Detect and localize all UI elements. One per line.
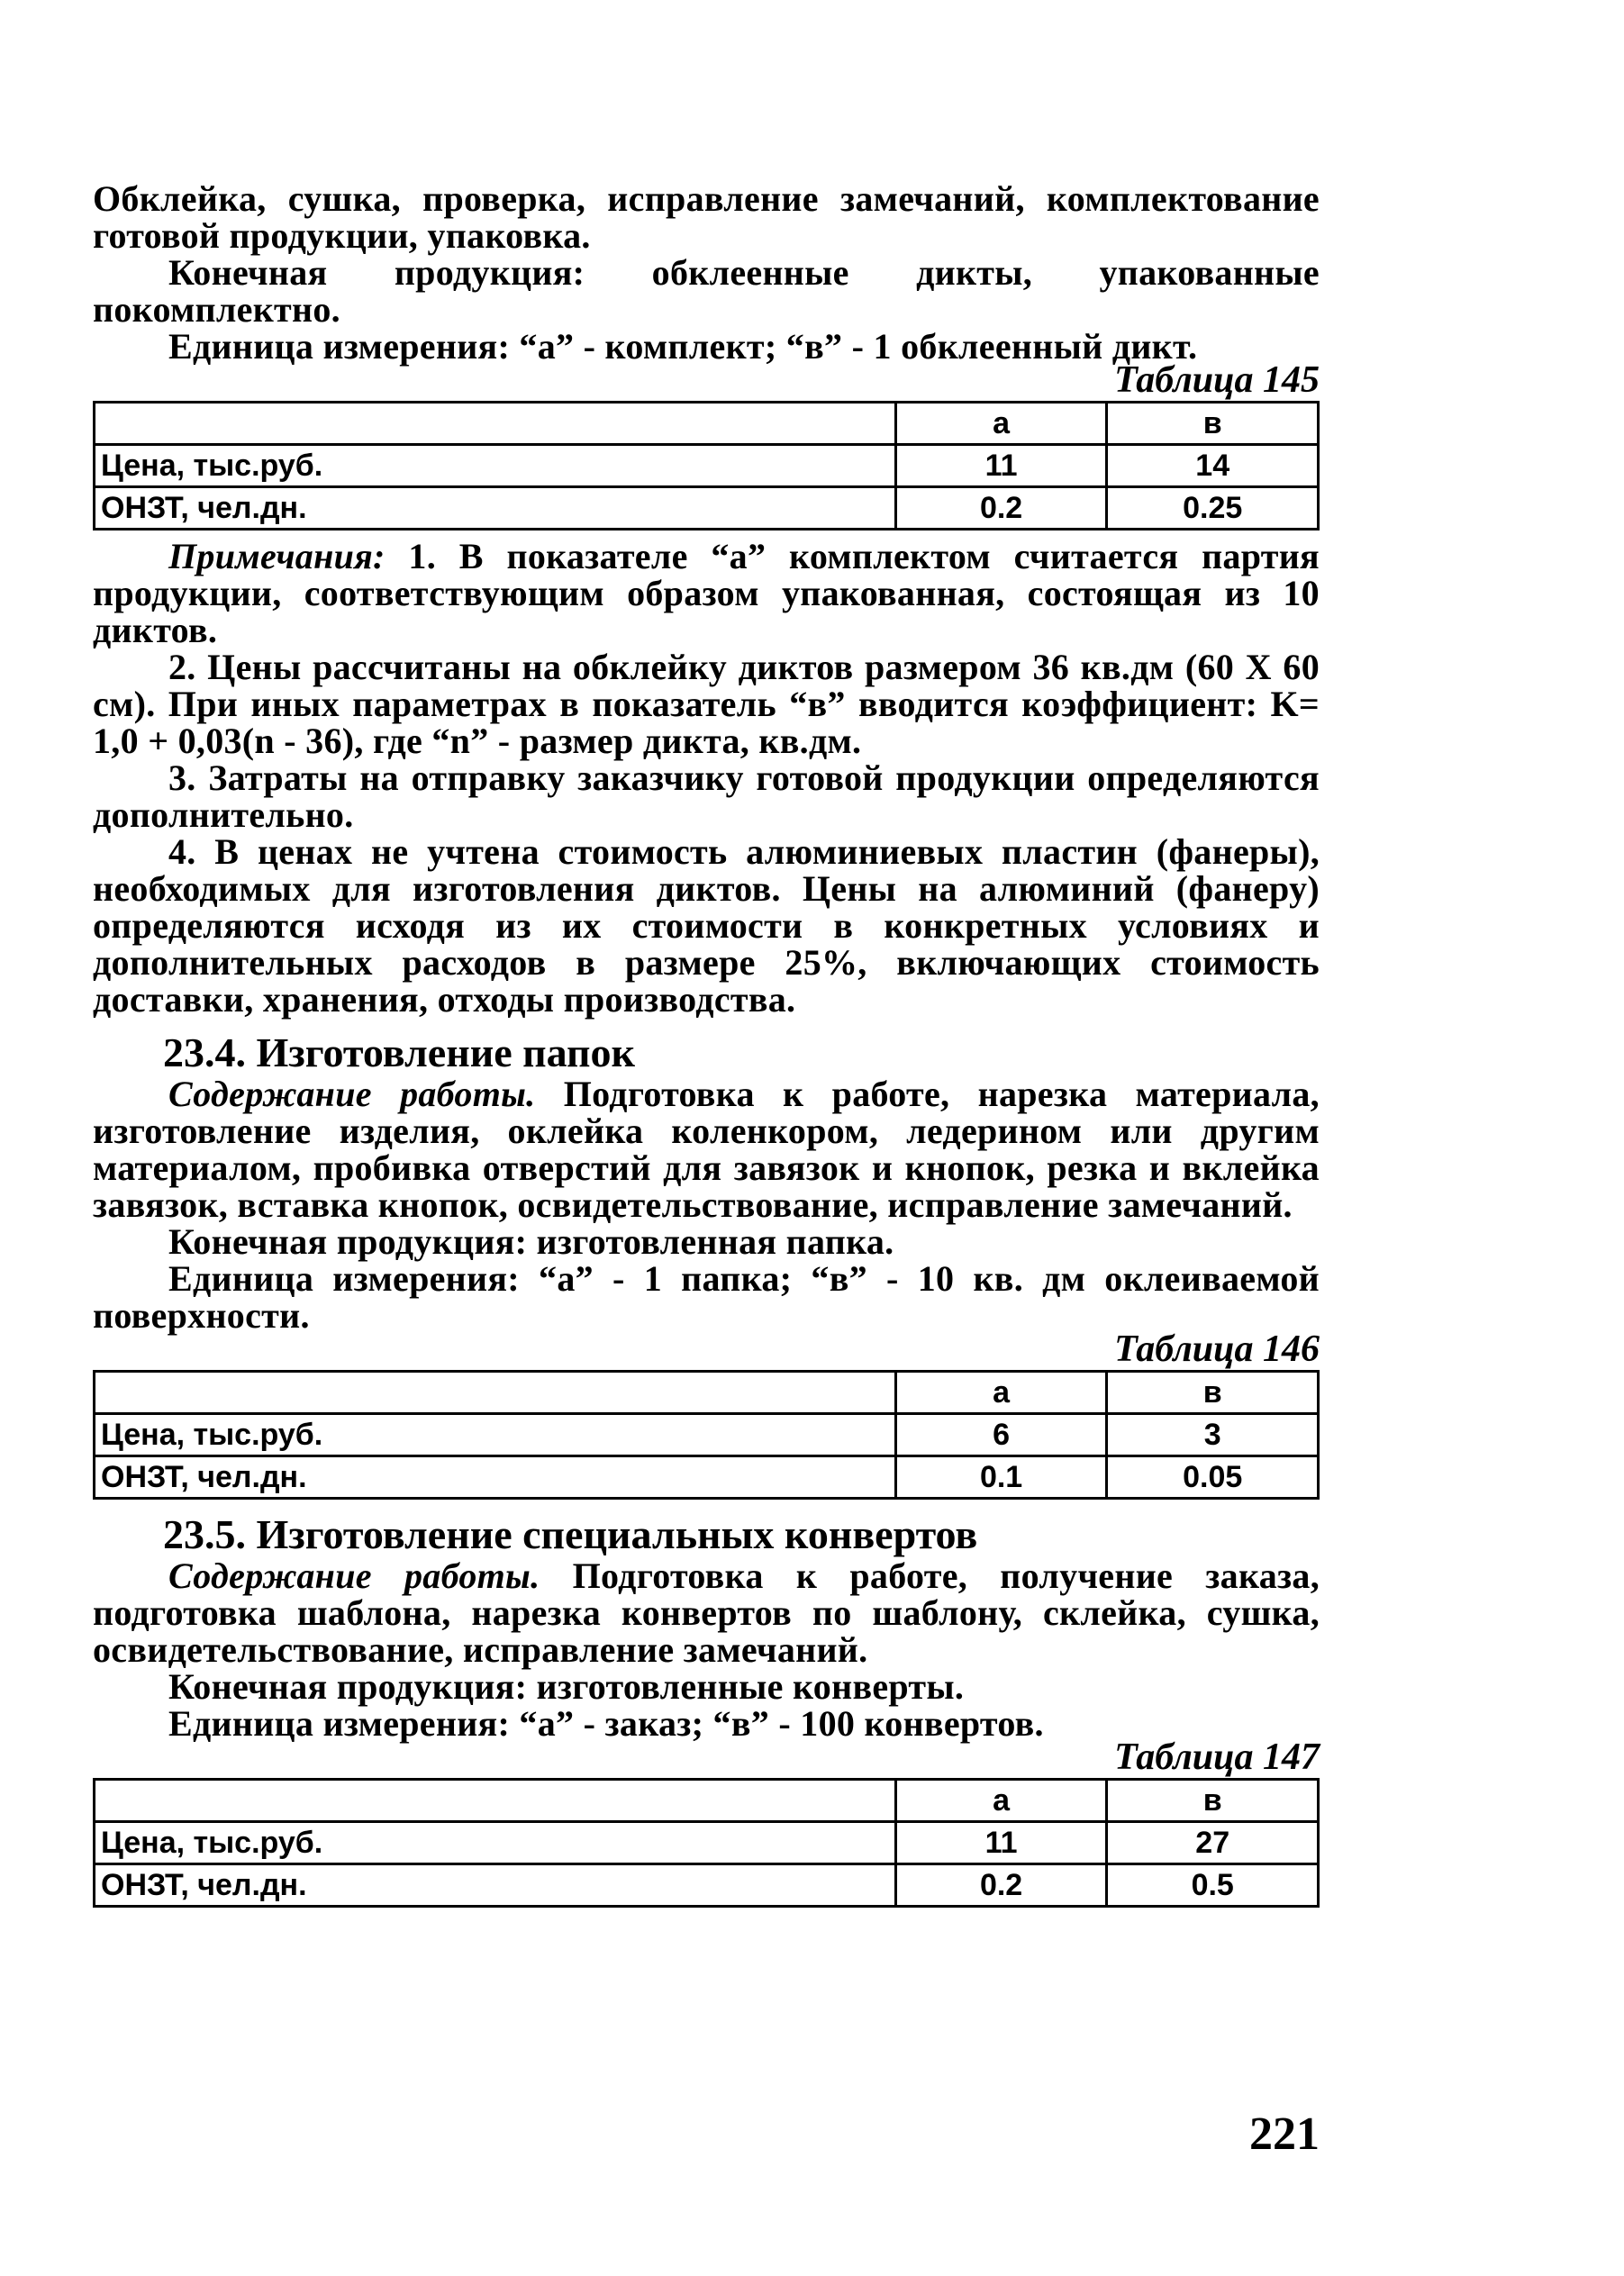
- table-header-row: [95, 1780, 1319, 1822]
- cell-b: 0.5: [1107, 1864, 1319, 1907]
- table-147: [93, 1778, 1320, 1908]
- cell-a: 0.2: [895, 1864, 1107, 1907]
- table-row: [95, 1864, 1319, 1907]
- header-cell-empty: [95, 1780, 896, 1822]
- row-label: Цена, тыс.руб.: [95, 1414, 896, 1456]
- document-page: [93, 180, 1320, 1915]
- table-146-caption: Таблица 146: [1114, 1328, 1320, 1370]
- row-label: ОНЗТ, чел.дн.: [95, 487, 896, 530]
- table-147-caption: Таблица 147: [1114, 1736, 1320, 1778]
- cell-b: 27: [1107, 1822, 1319, 1864]
- section-23-4-unit: Единица измерения: “а” - 1 папка; “в” - 10 кв. дм оклеиваемой поверхности.: [93, 1258, 1320, 1336]
- cell-a: 0.2: [895, 487, 1107, 530]
- cell-a: 11: [895, 1822, 1107, 1864]
- cell-b: 14: [1107, 445, 1319, 487]
- header-cell-b: в: [1107, 1780, 1319, 1822]
- row-label: Цена, тыс.руб.: [95, 1822, 896, 1864]
- row-label: ОНЗТ, чел.дн.: [95, 1864, 896, 1907]
- header-cell-empty: [95, 1372, 896, 1414]
- section-23-4-content: [93, 1075, 1320, 1223]
- row-label: Цена, тыс.руб.: [95, 445, 896, 487]
- cell-a: 0.1: [895, 1456, 1107, 1499]
- header-cell-b: в: [1107, 403, 1319, 445]
- content-lead: Содержание работы.: [168, 1555, 540, 1596]
- content-text: Подготовка к работе, получение заказа, подготовка шаблона, нарезка конвертов по шаблону, склейка, сушка, освидетельствование, исправление замечаний.: [93, 1555, 1320, 1670]
- note-3: 3. Затраты на отправку заказчику готовой продукции определяются дополнительно.: [93, 757, 1320, 835]
- content-lead: Содержание работы.: [168, 1074, 536, 1114]
- table-header-row: [95, 1372, 1319, 1414]
- section-23-5-product: Конечная продукция: изготовленные конверты.: [168, 1666, 965, 1707]
- header-cell-empty: [95, 403, 896, 445]
- section-23-5-content: [93, 1557, 1320, 1668]
- table-row: [95, 1456, 1319, 1499]
- cell-b: 0.25: [1107, 487, 1319, 530]
- section-23-5-unit: Единица измерения: “а” - заказ; “в” - 100 конвертов.: [168, 1703, 1044, 1744]
- header-cell-a: а: [895, 1372, 1107, 1414]
- header-cell-a: а: [895, 1780, 1107, 1822]
- paragraph-final-product: Конечная продукция: обклеенные дикты, упакованные покомплектно.: [93, 252, 1320, 330]
- content-text: Подготовка к работе, нарезка материала, изготовление изделия, оклейка коленкором, ледерином или другим материалом, пробивка отверстий для завязок и кнопок, резка и вклейка завязок, вставка кнопок, освидетельствование, исправление замечаний.: [93, 1074, 1320, 1225]
- table-145: [93, 401, 1320, 530]
- notes-lead: Примечания:: [168, 536, 386, 576]
- cell-b: 0.05: [1107, 1456, 1319, 1499]
- table-row: [95, 445, 1319, 487]
- table-row: [95, 1414, 1319, 1456]
- table-header-row: [95, 403, 1319, 445]
- note-2: 2. Цены рассчитаны на обклейку диктов размером 36 кв.дм (60 X 60 см). При иных параметрах в показатель “в” вводится коэффициент: K= 1,0 + 0,03(n - 36), где “n” - размер дикта, кв.дм.: [93, 647, 1320, 761]
- header-cell-a: а: [895, 403, 1107, 445]
- header-cell-b: в: [1107, 1372, 1319, 1414]
- paragraph-work-content: Обклейка, сушка, проверка, исправление замечаний, комплектование готовой продукции, упаковка.: [93, 178, 1320, 256]
- table-row: [95, 1822, 1319, 1864]
- table-145-caption: Таблица 145: [1114, 359, 1320, 401]
- note-1-text: 1. В показателе “а” комплектом считается партия продукции, соответствующим образом упакованная, состоящая из 10 диктов.: [93, 536, 1320, 650]
- cell-a: 11: [895, 445, 1107, 487]
- cell-a: 6: [895, 1414, 1107, 1456]
- page-number: 221: [1249, 2108, 1320, 2160]
- cell-b: 3: [1107, 1414, 1319, 1456]
- section-heading-23-5: 23.5. Изготовление специальных конвертов: [163, 1511, 978, 1557]
- table-146: [93, 1370, 1320, 1500]
- row-label: ОНЗТ, чел.дн.: [95, 1456, 896, 1499]
- table-row: [95, 487, 1319, 530]
- section-23-4-product: Конечная продукция: изготовленная папка.: [168, 1221, 894, 1262]
- note-1: [93, 538, 1320, 648]
- paragraph-unit: Единица измерения: “а” - комплект; “в” - 1 обклеенный дикт.: [168, 326, 1198, 367]
- section-heading-23-4: 23.4. Изготовление папок: [163, 1029, 636, 1075]
- note-4: 4. В ценах не учтена стоимость алюминиевых пластин (фанеры), необходимых для изготовления диктов. Цены на алюминий (фанеру) определяются исходя из их стоимости в конкретных условиях и дополнительных расходов в размере 25%, включающих стоимость доставки, хранения, отходы производства.: [93, 831, 1320, 1020]
